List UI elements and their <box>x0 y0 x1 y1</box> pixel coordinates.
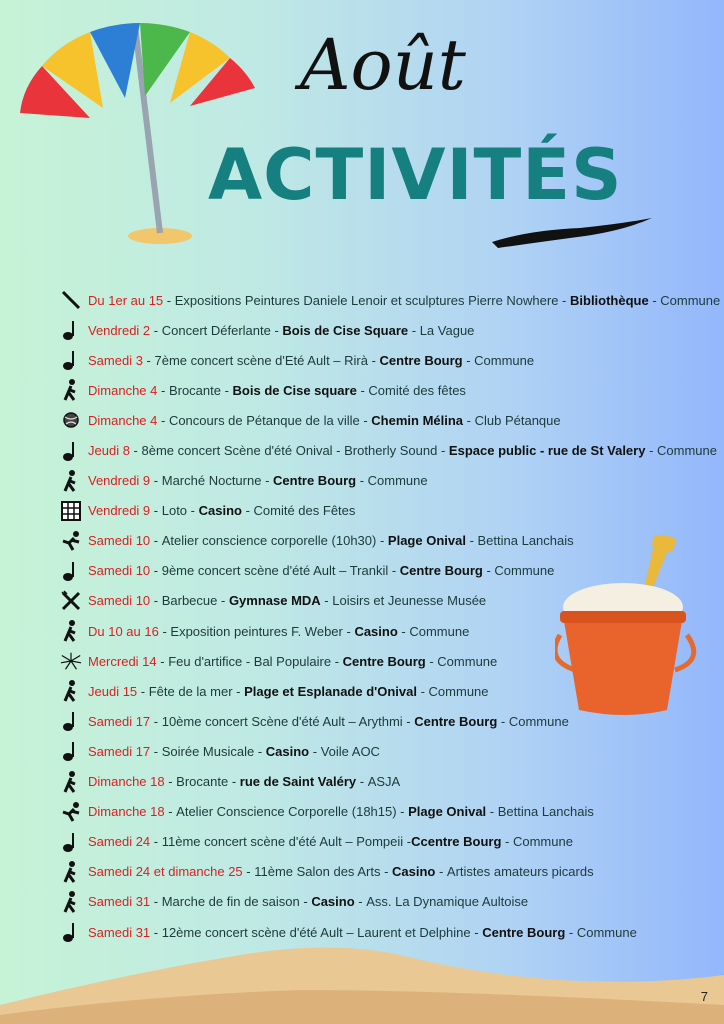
event-activity: 7ème concert scène d'Eté Ault – Rirà <box>154 352 368 368</box>
event-row: Vendredi 9 - Loto - Casino - Comité des Fêtes <box>60 496 710 526</box>
event-activity: 8ème concert Scène d'été Onival - Brotherly Sound <box>141 443 438 459</box>
event-row: Samedi 10 - Atelier conscience corporelle (10h30) - Plage Onival - Bettina Lanchais <box>60 526 710 556</box>
event-place: Bois de Cise Square <box>282 322 409 338</box>
music-note-icon <box>60 440 82 462</box>
event-activity: Expositions Peintures Daniele Lenoir et sculptures Pierre Nowhere <box>174 292 559 308</box>
event-activity: Concert Déferlante <box>161 322 271 338</box>
event-date: Mercredi 14 <box>88 653 157 669</box>
event-place: Casino <box>311 894 355 910</box>
brush-stroke-decoration <box>490 212 655 252</box>
event-row: Samedi 10 - Barbecue - Gymnase MDA - Loisirs et Jeunesse Musée <box>60 586 710 616</box>
event-organizer: La Vague <box>419 322 475 338</box>
music-note-icon <box>60 740 82 762</box>
event-date: Dimanche 4 <box>88 412 158 428</box>
event-organizer: Voile AOC <box>320 743 380 759</box>
title-main: ACTIVITÉS <box>208 134 623 216</box>
event-organizer: ASJA <box>367 774 401 790</box>
event-row: Dimanche 18 - Atelier Conscience Corporelle (18h15) - Plage Onival - Bettina Lanchais <box>60 797 710 827</box>
event-date: Dimanche 18 <box>88 804 165 820</box>
event-date: Dimanche 18 <box>88 774 165 790</box>
event-row: Du 1er au 15 - Expositions Peintures Daniele Lenoir et sculptures Pierre Nowhere - Bibliothèque - Commune <box>60 285 710 315</box>
event-date: Vendredi 9 <box>88 473 151 489</box>
loto-card-icon <box>60 500 82 522</box>
event-place: Casino <box>265 743 310 759</box>
event-place: Plage Onival <box>387 533 466 549</box>
event-row: Samedi 17 - Soirée Musicale - Casino - Voile AOC <box>60 736 710 766</box>
event-date: Samedi 31 <box>88 894 151 910</box>
event-activity: Brocante <box>176 774 229 790</box>
event-place: Centre Bourg <box>273 473 357 489</box>
event-row: Samedi 24 - 11ème concert scène d'été Ault – Pompeii - Ccentre Bourg - Commune <box>60 827 710 857</box>
event-row: Jeudi 8 - 8ème concert Scène d'été Onival - Brotherly Sound - Espace public - rue de St Valery - Commune <box>60 435 710 465</box>
event-row: Vendredi 2 - Concert Déferlante - Bois de Cise Square - La Vague <box>60 315 710 345</box>
event-date: Samedi 24 <box>88 834 151 850</box>
event-organizer: Club Pétanque <box>474 412 561 428</box>
event-activity: Barbecue <box>161 593 218 609</box>
event-row: Samedi 24 et dimanche 25 - 11ème Salon des Arts - Casino - Artistes amateurs picards <box>60 857 710 887</box>
event-organizer: Commune <box>494 563 555 579</box>
event-row: Samedi 3 - 7ème concert scène d'Eté Ault – Rirà - Centre Bourg - Commune <box>60 345 710 375</box>
event-row: Dimanche 4 - Brocante - Bois de Cise square - Comité des fêtes <box>60 375 710 405</box>
event-place: Ccentre Bourg <box>411 834 502 850</box>
walking-person-icon <box>60 470 82 492</box>
event-organizer: Commune <box>437 653 498 669</box>
event-row: Samedi 31 - Marche de fin de saison - Casino - Ass. La Dynamique Aultoise <box>60 887 710 917</box>
event-activity: Atelier conscience corporelle (10h30) <box>161 533 377 549</box>
event-place: Plage et Esplanade d'Onival <box>244 683 417 699</box>
event-organizer: Commune <box>428 683 489 699</box>
title-script: Août <box>300 24 466 106</box>
walking-person-icon <box>60 620 82 642</box>
event-place: Chemin Mélina <box>371 412 464 428</box>
event-activity: Feu d'artifice - Bal Populaire <box>168 653 332 669</box>
event-organizer: Loisirs et Jeunesse Musée <box>332 593 487 609</box>
walking-person-icon <box>60 379 82 401</box>
event-date: Du 10 au 16 <box>88 623 159 639</box>
event-date: Jeudi 8 <box>88 443 130 459</box>
exercise-figure-icon <box>60 530 82 552</box>
event-place: rue de Saint Valéry <box>239 774 357 790</box>
event-date: Samedi 17 <box>88 743 151 759</box>
event-activity: Exposition peintures F. Weber <box>170 623 343 639</box>
event-activity: Soirée Musicale <box>161 743 255 759</box>
event-activity: Marche de fin de saison <box>161 894 300 910</box>
music-note-icon <box>60 560 82 582</box>
event-row: Samedi 17 - 10ème concert Scène d'été Ault – Arythmi - Centre Bourg - Commune <box>60 706 710 736</box>
event-organizer: Bettina Lanchais <box>497 804 594 820</box>
event-date: Samedi 3 <box>88 352 143 368</box>
event-organizer: Bettina Lanchais <box>477 533 574 549</box>
event-row: Dimanche 18 - Brocante - rue de Saint Valéry - ASJA <box>60 767 710 797</box>
event-organizer: Comité des Fêtes <box>253 503 356 519</box>
event-date: Samedi 10 <box>88 593 151 609</box>
event-date: Jeudi 15 <box>88 683 138 699</box>
firework-icon <box>60 650 82 672</box>
music-note-icon <box>60 349 82 371</box>
event-organizer: Ass. La Dynamique Aultoise <box>366 894 529 910</box>
event-activity: 11ème Salon des Arts <box>254 864 381 880</box>
event-row: Vendredi 9 - Marché Nocturne - Centre Bourg - Commune <box>60 466 710 496</box>
event-place: Bois de Cise square <box>232 382 357 398</box>
event-row: Samedi 31 - 12ème concert scène d'été Ault – Laurent et Delphine - Centre Bourg - Commune <box>60 917 710 947</box>
sand-dune-illustration <box>0 935 724 1024</box>
event-activity: 9ème concert scène d'été Ault – Trankil <box>161 563 389 579</box>
event-place: Plage Onival <box>408 804 487 820</box>
event-activity: Atelier Conscience Corporelle (18h15) <box>176 804 397 820</box>
event-activity: 12ème concert scène d'été Ault – Laurent et Delphine <box>161 924 471 940</box>
event-date: Dimanche 4 <box>88 382 158 398</box>
event-row: Dimanche 4 - Concours de Pétanque de la ville - Chemin Mélina - Club Pétanque <box>60 405 710 435</box>
event-place: Centre Bourg <box>342 653 426 669</box>
event-date: Vendredi 2 <box>88 322 151 338</box>
event-organizer: Commune <box>657 443 717 459</box>
event-place: Centre Bourg <box>414 713 498 729</box>
event-organizer: Artistes amateurs picards <box>446 864 594 880</box>
event-row: Du 10 au 16 - Exposition peintures F. Weber - Casino - Commune <box>60 616 710 646</box>
event-date: Samedi 17 <box>88 713 151 729</box>
sand-bucket-illustration <box>555 535 720 720</box>
event-activity: Brocante <box>168 382 221 398</box>
event-place: Espace public - rue de St Valery <box>448 443 646 459</box>
event-activity: Marché Nocturne <box>161 473 262 489</box>
event-place: Casino <box>354 623 398 639</box>
music-note-icon <box>60 710 82 732</box>
walking-person-icon <box>60 771 82 793</box>
event-place: Gymnase MDA <box>228 593 321 609</box>
event-row: Samedi 10 - 9ème concert scène d'été Ault – Trankil - Centre Bourg - Commune <box>60 556 710 586</box>
event-organizer: Comité des fêtes <box>368 382 466 398</box>
event-organizer: Commune <box>508 713 569 729</box>
event-date: Du 1er au 15 <box>88 292 164 308</box>
walking-person-icon <box>60 680 82 702</box>
fork-knife-icon <box>60 590 82 612</box>
event-organizer: Commune <box>576 924 637 940</box>
event-activity: Fête de la mer <box>148 683 233 699</box>
exercise-figure-icon <box>60 801 82 823</box>
event-place: Centre Bourg <box>482 924 566 940</box>
event-activity: Concours de Pétanque de la ville <box>168 412 360 428</box>
event-place: Centre Bourg <box>399 563 483 579</box>
page-number: 7 <box>700 989 708 1004</box>
petanque-ball-icon <box>60 409 82 431</box>
music-note-icon <box>60 831 82 853</box>
event-date: Samedi 31 <box>88 924 151 940</box>
event-date: Samedi 10 <box>88 563 151 579</box>
event-date: Samedi 24 et dimanche 25 <box>88 864 243 880</box>
event-organizer: Commune <box>474 352 535 368</box>
event-activity: 10ème concert Scène d'été Ault – Arythmi <box>161 713 403 729</box>
event-row: Mercredi 14 - Feu d'artifice - Bal Populaire - Centre Bourg - Commune <box>60 646 710 676</box>
event-place: Bibliothèque <box>570 292 649 308</box>
walking-person-icon <box>60 861 82 883</box>
event-date: Vendredi 9 <box>88 503 151 519</box>
event-organizer: Commune <box>409 623 470 639</box>
event-organizer: Commune <box>660 292 721 308</box>
event-organizer: Commune <box>512 834 573 850</box>
event-activity: Loto <box>161 503 188 519</box>
event-activity: 11ème concert scène d'été Ault – Pompeii - <box>161 834 412 850</box>
event-place: Casino <box>392 864 436 880</box>
music-note-icon <box>60 319 82 341</box>
event-date: Samedi 10 <box>88 533 151 549</box>
paintbrush-icon <box>60 289 82 311</box>
event-place: Centre Bourg <box>379 352 463 368</box>
walking-person-icon <box>60 891 82 913</box>
event-organizer: Commune <box>367 473 428 489</box>
event-place: Casino <box>198 503 242 519</box>
event-row: Jeudi 15 - Fête de la mer - Plage et Esplanade d'Onival - Commune <box>60 676 710 706</box>
